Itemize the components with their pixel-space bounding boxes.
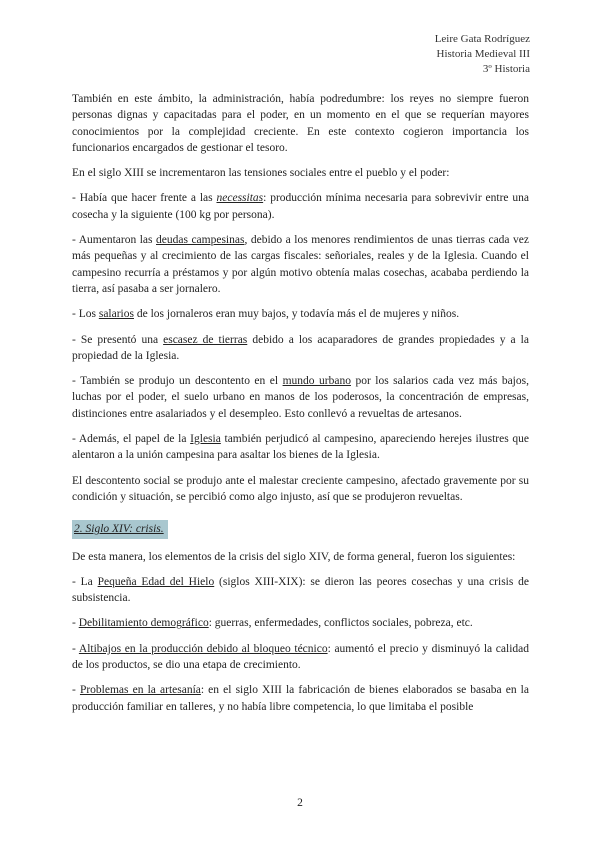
course-year: 3º Historia [482, 63, 530, 75]
author-name: Leire Gata Rodríguez [434, 33, 530, 45]
section-title: 2. Siglo XIV: crisis. [72, 520, 168, 538]
paragraph-deudas: - Aumentaron las deudas campesinas, debido a los menores rendimientos de unas tierras cada vez más pequeñas y al crecimiento de las cargas fiscales: señoriales, reales y de la Iglesia. Cuando el campesino recurría a préstamos y por algún motivo obtenía malas cosechas, acababa perdiendo la tierra, así pasaba a ser jornalero. [72, 234, 530, 295]
document-body [72, 91, 529, 724]
term-escasez: escasez de tierras [163, 333, 248, 346]
page-number: 2 [297, 797, 303, 809]
term-pequena-edad-hielo: Pequeña Edad del Hielo [97, 575, 215, 588]
section-heading [72, 514, 529, 548]
term-salarios: salarios [98, 308, 134, 321]
course-name: Historia Medieval III [436, 48, 530, 60]
list-item: - La Pequeña Edad del Hielo (siglos XIII-XIX): se dieron las peores cosechas y una crisis de subsistencia. [72, 575, 530, 605]
paragraph-escasez: - Se presentó una escasez de tierras debido a los acaparadores de grandes propiedades y a la propiedad de la Iglesia. [72, 333, 529, 362]
term-artesania: Problemas en la artesanía [79, 684, 201, 697]
page-header [435, 32, 530, 77]
term-debilitamiento: Debilitamiento demográfico [78, 617, 209, 630]
paragraph-salarios: - Los salarios de los jornaleros eran muy bajos, y todavía más el de mujeres y niños. [72, 308, 460, 321]
paragraph-iglesia: - Además, el papel de la Iglesia también perjudicó al campesino, apareciendo herejes ilustres que alentaron a la unión campesina para asaltar los bienes de la Iglesia. [72, 433, 529, 462]
term-iglesia: Iglesia [190, 433, 221, 446]
list-item: - Problemas en la artesanía: en el siglo XIII la fabricación de bienes elaborados se basaba en la producción familiar en talleres, y no había libre competencia, lo que limitaba el posible [72, 684, 529, 713]
term-mundo-urbano: mundo urbano [282, 375, 351, 388]
term-deudas: deudas campesinas [156, 234, 245, 247]
list-item: - Altibajos en la producción debido al bloqueo técnico: aumentó el precio y disminuyó la calidad de los productos, se dio una etapa de crecimiento. [72, 642, 530, 672]
term-necessitas: necessitas [216, 192, 264, 205]
paragraph-administration: También en este ámbito, la administración, había podredumbre: los reyes no siempre fueron personas dignas y capacitadas para el poder, en un momento en el que se requerían mayores conocimientos por la complejidad creciente. En este contexto cogieron importancia los funcionarios encargados de gestionar el tesoro. [72, 93, 529, 154]
paragraph-tensions-intro: En el siglo XIII se incrementaron las tensiones sociales entre el pueblo y el poder: [72, 167, 450, 180]
paragraph-crisis-intro: De esta manera, los elementos de la crisis del siglo XIV, de forma general, fueron los siguientes: [72, 550, 516, 563]
term-altibajos: Altibajos en la producción debido al bloqueo técnico [78, 642, 328, 655]
paragraph-mundo-urbano: - También se produjo un descontento en el mundo urbano por los salarios cada vez más bajos, luchas por el poder, el suelo urbano en manos de los poderosos, la concentración de empresas, distinciones entre asalariados y el desempleo. Esto conllevó a revueltas de artesanos. [72, 375, 529, 420]
list-item: - Debilitamiento demográfico: guerras, enfermedades, conflictos sociales, pobreza, etc. [72, 617, 473, 630]
paragraph-necessitas: - Había que hacer frente a las necessitas: producción mínima necesaria para sobrevivir entre una cosecha y la siguiente (100 kg por persona). [72, 192, 529, 221]
paragraph-descontento: El descontento social se produjo ante el malestar creciente campesino, afectado gravemente por su condición y situación, se percibió como algo injusto, así que se produjeron revueltas. [72, 474, 529, 503]
